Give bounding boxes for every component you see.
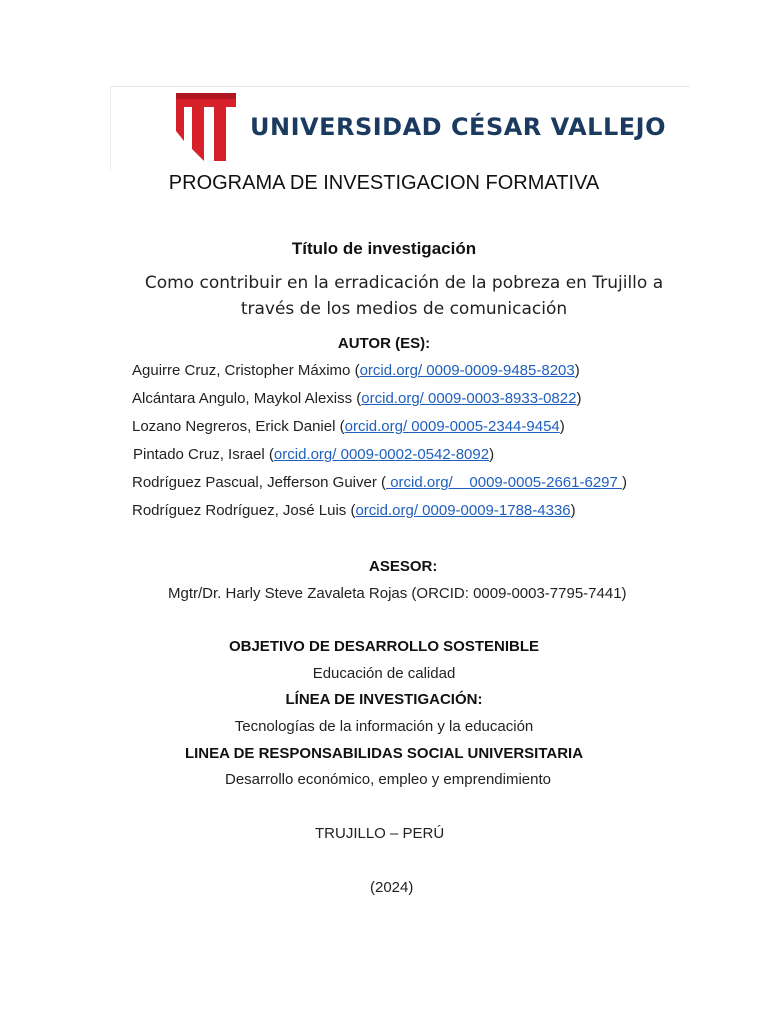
program-title: PROGRAMA DE INVESTIGACION FORMATIVA: [168, 172, 600, 194]
orcid-link[interactable]: orcid.org/ 0009-0009-1788-4336: [355, 502, 571, 519]
orcid-link[interactable]: orcid.org/ 0009-0005-2344-9454: [344, 418, 560, 435]
author-row: Rodríguez Pascual, Jefferson Guiver ( orcid.org/ 0009-0005-2661-6297 ): [132, 474, 628, 491]
advisor-label: ASESOR:: [369, 558, 438, 575]
university-shield-logo: [174, 91, 238, 163]
author-row: Lozano Negreros, Erick Daniel (orcid.org/ 0009-0005-2344-9454): [132, 418, 565, 435]
author-row: Rodríguez Rodríguez, José Luis (orcid.org/ 0009-0009-1788-4336): [132, 502, 576, 519]
orcid-link[interactable]: orcid.org/ 0009-0003-8933-0822: [361, 390, 577, 407]
header-top-rule: [110, 86, 690, 87]
research-title: Como contribuir en la erradicación de la pobreza en Trujillo a través de los medios de comunicación: [144, 273, 664, 319]
research-line-value: Tecnologías de la información y la educación: [234, 718, 534, 735]
university-name: UNIVERSIDAD CÉSAR VALLEJO: [250, 113, 666, 141]
header-left-rule: [110, 86, 111, 170]
author-name: Pintado Cruz, Israel: [133, 446, 265, 463]
author-row: Pintado Cruz, Israel (orcid.org/ 0009-0002-0542-8092): [133, 446, 495, 463]
author-name: Rodríguez Rodríguez, José Luis: [132, 502, 347, 519]
author-name: Aguirre Cruz, Cristopher Máximo: [132, 362, 351, 379]
sdg-value: Educación de calidad: [312, 665, 456, 682]
author-name: Rodríguez Pascual, Jefferson Guiver: [132, 474, 377, 491]
year: (2024): [370, 879, 414, 896]
research-line-label: LÍNEA DE INVESTIGACIÓN:: [285, 691, 483, 708]
orcid-link[interactable]: orcid.org/ 0009-0009-9485-8203: [359, 362, 575, 379]
social-responsibility-label: LINEA DE RESPONSABILIDAS SOCIAL UNIVERSITARIA: [184, 745, 584, 762]
advisor-name: Mgtr/Dr. Harly Steve Zavaleta Rojas (ORCID: 0009-0003-7795-7441): [168, 585, 627, 602]
title-label: Título de investigación: [291, 239, 477, 258]
author-row: Alcántara Angulo, Maykol Alexiss (orcid.org/ 0009-0003-8933-0822): [132, 390, 582, 407]
author-row: Aguirre Cruz, Cristopher Máximo (orcid.org/ 0009-0009-9485-8203): [132, 362, 580, 379]
author-name: Alcántara Angulo, Maykol Alexiss: [132, 390, 353, 407]
authors-label: AUTOR (ES):: [337, 335, 431, 352]
location: TRUJILLO – PERÚ: [315, 825, 445, 842]
orcid-link[interactable]: orcid.org/ 0009-0002-0542-8092: [273, 446, 490, 463]
orcid-link[interactable]: orcid.org/ 0009-0005-2661-6297: [386, 474, 623, 491]
social-responsibility-value: Desarrollo económico, empleo y emprendimiento: [225, 771, 551, 788]
sdg-label: OBJETIVO DE DESARROLLO SOSTENIBLE: [228, 638, 540, 655]
author-name: Lozano Negreros, Erick Daniel: [132, 418, 336, 435]
